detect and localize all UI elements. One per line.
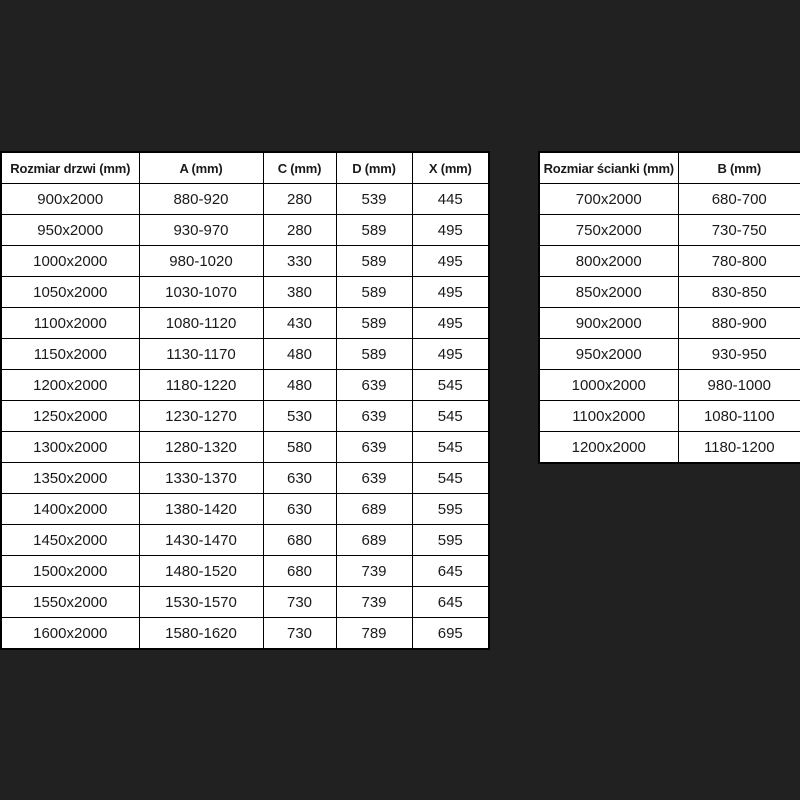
table-cell: 589 (336, 246, 412, 277)
table-cell: 1180-1200 (678, 432, 800, 464)
table-cell: 645 (412, 587, 489, 618)
door-sizes-header-row (1, 152, 489, 184)
column-header: D (mm) (336, 152, 412, 184)
table-cell: 1100x2000 (1, 308, 139, 339)
table-cell: 850x2000 (539, 277, 678, 308)
table-row (539, 246, 800, 277)
table-row (1, 246, 489, 277)
table-cell: 530 (263, 401, 336, 432)
table-cell: 495 (412, 339, 489, 370)
table-row (1, 401, 489, 432)
table-cell: 1000x2000 (539, 370, 678, 401)
table-cell: 695 (412, 618, 489, 650)
table-cell: 789 (336, 618, 412, 650)
table-cell: 545 (412, 401, 489, 432)
table-cell: 730 (263, 587, 336, 618)
table-row (539, 432, 800, 464)
table-cell: 380 (263, 277, 336, 308)
table-cell: 1200x2000 (539, 432, 678, 464)
table-row (539, 370, 800, 401)
table-row (1, 618, 489, 650)
table-cell: 1430-1470 (139, 525, 263, 556)
table-cell: 1280-1320 (139, 432, 263, 463)
table-row (539, 308, 800, 339)
table-cell: 545 (412, 370, 489, 401)
table-cell: 680-700 (678, 184, 800, 215)
table-cell: 639 (336, 463, 412, 494)
column-header: X (mm) (412, 152, 489, 184)
table-row (1, 308, 489, 339)
table-cell: 639 (336, 401, 412, 432)
table-cell: 580 (263, 432, 336, 463)
table-cell: 430 (263, 308, 336, 339)
table-cell: 495 (412, 277, 489, 308)
table-cell: 880-920 (139, 184, 263, 215)
table-cell: 589 (336, 215, 412, 246)
table-cell: 545 (412, 463, 489, 494)
table-cell: 630 (263, 494, 336, 525)
table-cell: 589 (336, 308, 412, 339)
column-header: B (mm) (678, 152, 800, 184)
table-cell: 639 (336, 370, 412, 401)
table-cell: 1400x2000 (1, 494, 139, 525)
table-cell: 1100x2000 (539, 401, 678, 432)
table-cell: 1230-1270 (139, 401, 263, 432)
table-row (539, 339, 800, 370)
table-cell: 880-900 (678, 308, 800, 339)
table-row (1, 277, 489, 308)
table-cell: 730 (263, 618, 336, 650)
table-cell: 1000x2000 (1, 246, 139, 277)
table-cell: 1130-1170 (139, 339, 263, 370)
table-cell: 1330-1370 (139, 463, 263, 494)
table-cell: 1050x2000 (1, 277, 139, 308)
door-sizes-table (0, 151, 490, 650)
table-cell: 680 (263, 525, 336, 556)
table-cell: 930-970 (139, 215, 263, 246)
table-cell: 645 (412, 556, 489, 587)
table-cell: 445 (412, 184, 489, 215)
table-cell: 495 (412, 215, 489, 246)
table-cell: 1350x2000 (1, 463, 139, 494)
table-cell: 480 (263, 370, 336, 401)
table-cell: 980-1000 (678, 370, 800, 401)
table-cell: 950x2000 (1, 215, 139, 246)
table-cell: 595 (412, 494, 489, 525)
table-cell: 730-750 (678, 215, 800, 246)
table-cell: 980-1020 (139, 246, 263, 277)
table-cell: 1080-1120 (139, 308, 263, 339)
table-cell: 280 (263, 184, 336, 215)
table-cell: 750x2000 (539, 215, 678, 246)
table-cell: 830-850 (678, 277, 800, 308)
column-header: C (mm) (263, 152, 336, 184)
table-cell: 1030-1070 (139, 277, 263, 308)
table-cell: 689 (336, 494, 412, 525)
table-cell: 1550x2000 (1, 587, 139, 618)
wall-sizes-table (538, 151, 800, 464)
table-cell: 930-950 (678, 339, 800, 370)
table-row (1, 215, 489, 246)
table-row (539, 277, 800, 308)
table-cell: 1580-1620 (139, 618, 263, 650)
table-cell: 630 (263, 463, 336, 494)
table-cell: 739 (336, 587, 412, 618)
table-cell: 639 (336, 432, 412, 463)
table-cell: 1150x2000 (1, 339, 139, 370)
table-cell: 495 (412, 246, 489, 277)
table-cell: 680 (263, 556, 336, 587)
table-cell: 495 (412, 308, 489, 339)
table-cell: 689 (336, 525, 412, 556)
table-cell: 800x2000 (539, 246, 678, 277)
table-row (539, 215, 800, 246)
column-header: Rozmiar ścianki (mm) (539, 152, 678, 184)
column-header: A (mm) (139, 152, 263, 184)
table-cell: 739 (336, 556, 412, 587)
table-cell: 1530-1570 (139, 587, 263, 618)
table-cell: 700x2000 (539, 184, 678, 215)
table-cell: 1480-1520 (139, 556, 263, 587)
wall-sizes-header-row (539, 152, 800, 184)
table-cell: 1380-1420 (139, 494, 263, 525)
table-cell: 900x2000 (539, 308, 678, 339)
table-row (1, 184, 489, 215)
table-cell: 1500x2000 (1, 556, 139, 587)
table-cell: 1200x2000 (1, 370, 139, 401)
table-row (1, 463, 489, 494)
table-cell: 780-800 (678, 246, 800, 277)
table-cell: 545 (412, 432, 489, 463)
table-row (539, 184, 800, 215)
table-row (1, 339, 489, 370)
table-cell: 330 (263, 246, 336, 277)
table-row (1, 525, 489, 556)
table-cell: 589 (336, 339, 412, 370)
table-cell: 539 (336, 184, 412, 215)
table-cell: 1080-1100 (678, 401, 800, 432)
table-row (1, 432, 489, 463)
column-header: Rozmiar drzwi (mm) (1, 152, 139, 184)
table-cell: 1450x2000 (1, 525, 139, 556)
table-cell: 1250x2000 (1, 401, 139, 432)
table-cell: 1180-1220 (139, 370, 263, 401)
table-row (1, 494, 489, 525)
table-cell: 1300x2000 (1, 432, 139, 463)
table-cell: 480 (263, 339, 336, 370)
table-cell: 589 (336, 277, 412, 308)
table-row (1, 587, 489, 618)
table-cell: 1600x2000 (1, 618, 139, 650)
table-row (539, 401, 800, 432)
table-cell: 900x2000 (1, 184, 139, 215)
table-cell: 595 (412, 525, 489, 556)
table-row (1, 370, 489, 401)
table-row (1, 556, 489, 587)
table-cell: 280 (263, 215, 336, 246)
table-cell: 950x2000 (539, 339, 678, 370)
